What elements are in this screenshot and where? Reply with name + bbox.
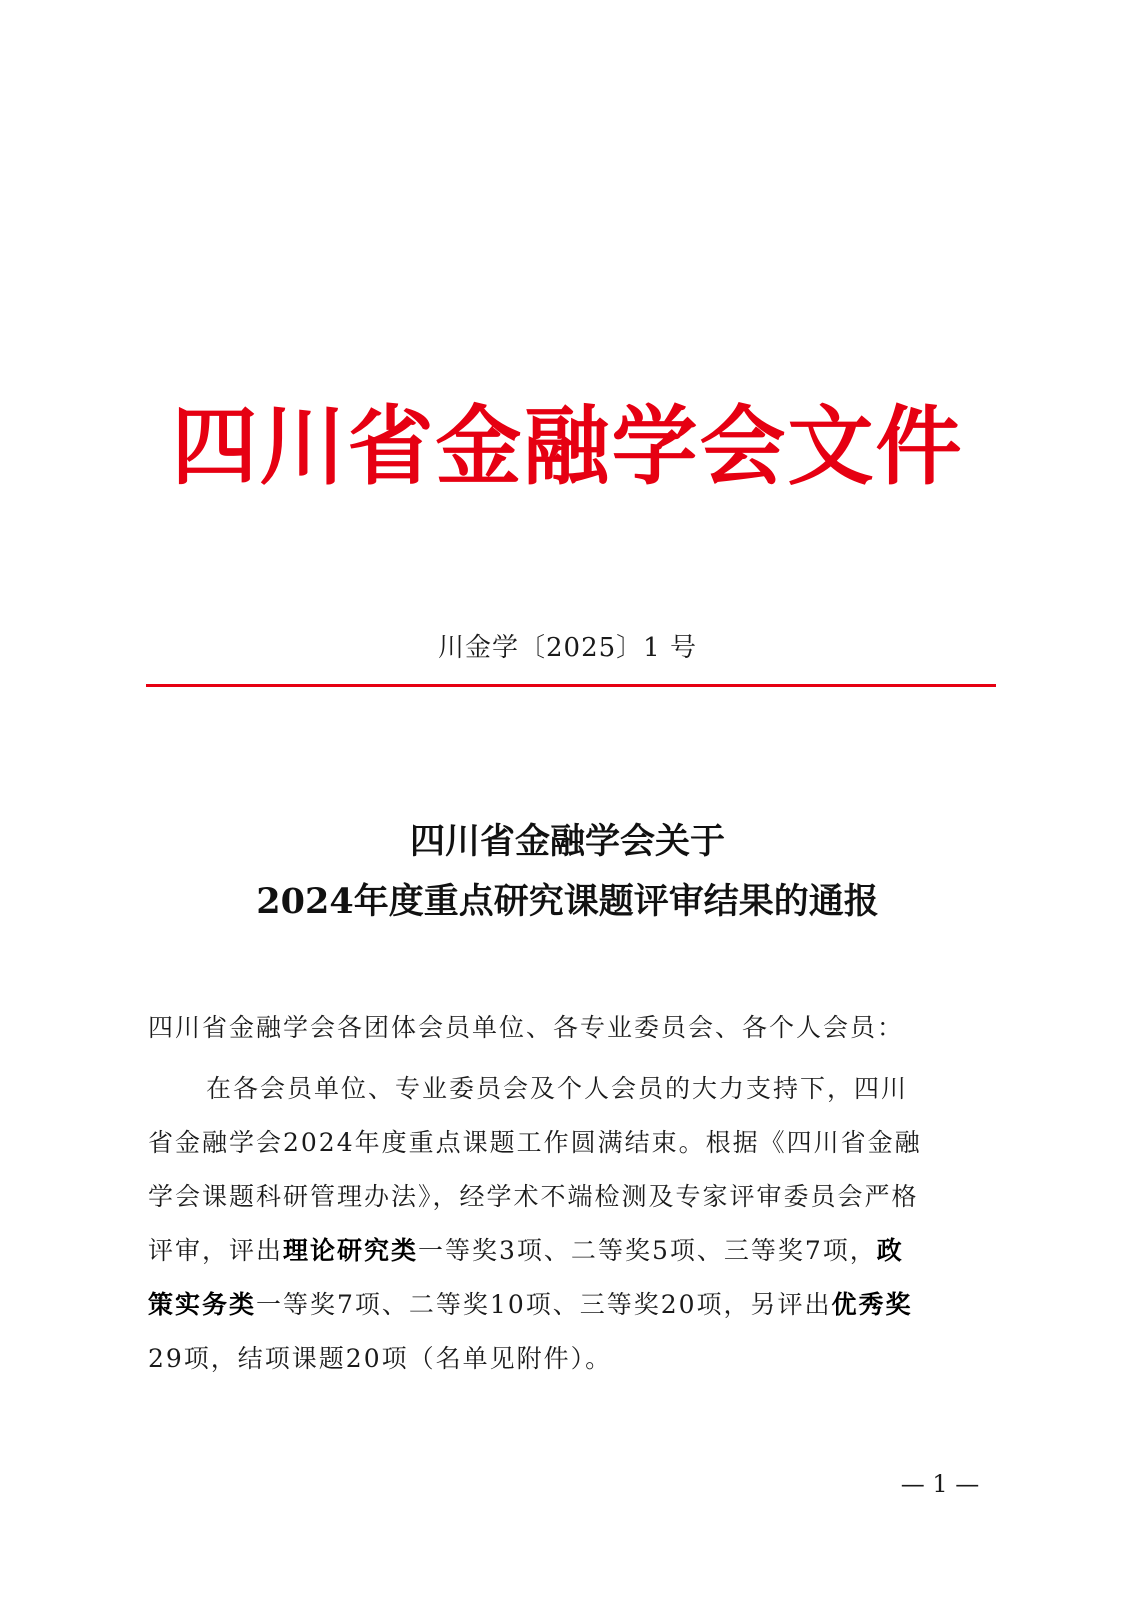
category-theoretical-research: 理论研究类 — [283, 1236, 419, 1265]
salutation: 四川省金融学会各团体会员单位、各专业委员会、各个人会员： — [148, 1013, 905, 1042]
excellence-award: 优秀奖 — [831, 1290, 913, 1319]
notice-title-line-2: 2024年度重点研究课题评审结果的通报 — [256, 881, 879, 922]
body-line: 29项，结项课题20项（名单见附件）。 — [148, 1344, 613, 1373]
notice-title-line-1: 四川省金融学会关于 — [409, 821, 725, 862]
body-line: 学会课题科研管理办法》，经学术不端检测及专家评审委员会严格 — [148, 1182, 919, 1211]
body-line: 省金融学会2024年度重点课题工作圆满结束。根据《四川省金融 — [148, 1128, 922, 1157]
body-line — [148, 1224, 996, 1278]
body-line — [148, 1278, 996, 1332]
body-paragraph — [148, 1062, 996, 1386]
category-policy-practice-part2: 策实务类 — [148, 1290, 257, 1319]
red-divider — [146, 684, 996, 687]
body-text: 评审，评出 — [148, 1236, 284, 1265]
document-masthead: 四川省金融学会文件 — [171, 397, 964, 497]
notice-title — [140, 812, 995, 932]
category-policy-practice-part1: 政 — [876, 1236, 904, 1265]
body-line: 在各会员单位、专业委员会及个人会员的大力支持下，四川 — [206, 1074, 909, 1103]
document-number: 川金学〔2025〕1 号 — [438, 633, 697, 663]
page-number: — 1 — — [900, 1470, 980, 1498]
body-text: 一等奖7项、二等奖10项、三等奖20项，另评出 — [256, 1290, 832, 1319]
body-text: 一等奖3项、二等奖5项、三等奖7项， — [418, 1236, 877, 1265]
